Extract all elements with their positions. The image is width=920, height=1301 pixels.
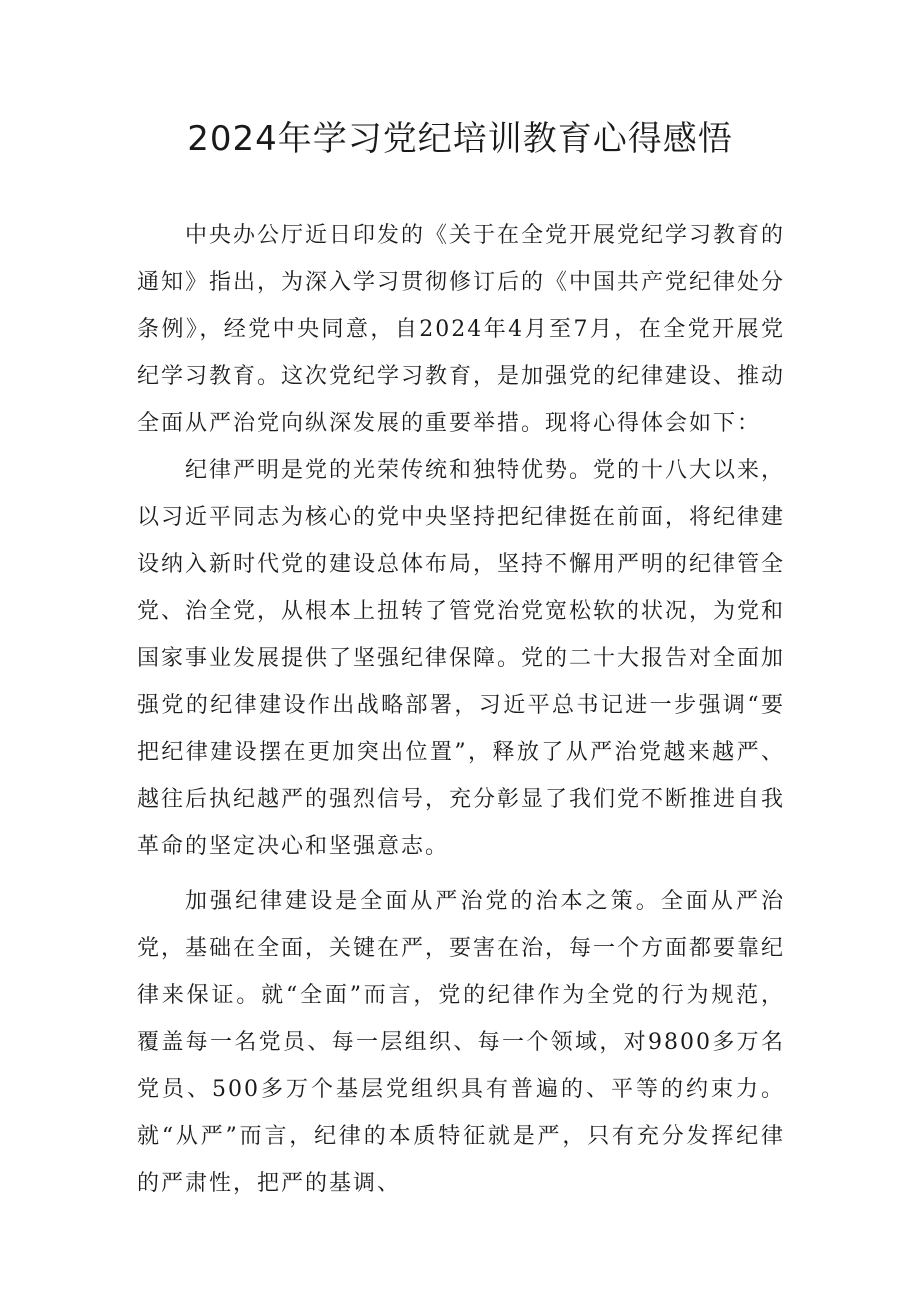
paragraph-intro: 中央办公厅近日印发的《关于在全党开展党纪学习教育的通知》指出，为深入学习贯彻修订后的《中国共产党纪律处分条例》，经党中央同意，自2024年4月至7月，在全党开展党纪学习教育。这次党纪学习教育，是加强党的纪律建设、推动全面从严治党向纵深发展的重要举措。现将心得体会如下： (137, 223, 786, 436)
document-title: 2024年学习党纪培训教育心得感悟 (187, 119, 733, 159)
paragraph-discipline-tradition: 纪律严明是党的光荣传统和独特优势。党的十八大以来，以习近平同志为核心的党中央坚持把纪律挺在前面，将纪律建设纳入新时代党的建设总体布局，坚持不懈用严明的纪律管全党、治全党，从根本上扭转了管党治党宽松软的状况，为党和国家事业发展提供了坚强纪律保障。党的二十大报告对全面加强党的纪律建设作出战略部署，习近平总书记进一步强调“要把纪律建设摆在更加突出位置”，释放了从严治党越来越严、越往后执纪越严的强烈信号，充分彰显了我们党不断推进自我革命的坚定决心和坚强意志。 (137, 458, 786, 859)
document-body (137, 212, 785, 1207)
paragraph-discipline-construction: 加强纪律建设是全面从严治党的治本之策。全面从严治党，基础在全面，关键在严，要害在治，每一个方面都要靠纪律来保证。就“全面”而言，党的纪律作为全党的行为规范，覆盖每一名党员、每一层组织、每一个领域，对9800多万名党员、500多万个基层党组织具有普遍的、平等的约束力。就“从严”而言，纪律的本质特征就是严，只有充分发挥纪律的严肃性，把严的基调、 (137, 889, 786, 1196)
